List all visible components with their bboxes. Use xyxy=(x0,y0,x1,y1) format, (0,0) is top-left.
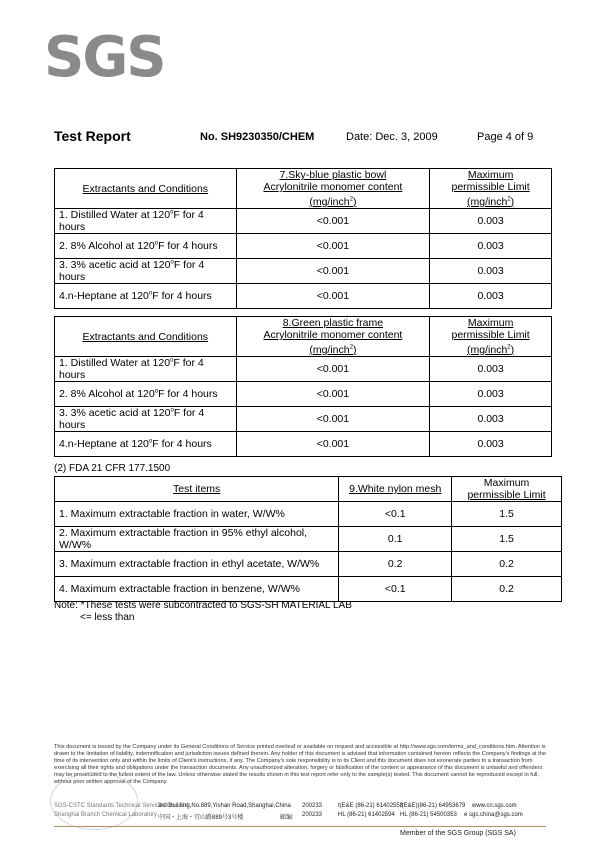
limit-label: permissible Limit xyxy=(451,329,530,342)
condition-text: 3. 3% acetic acid at 120 xyxy=(59,407,171,419)
condition-cell: 1. Distilled Water at 120$^o$F for 4 hours xyxy=(55,357,237,382)
result-cell: <0.1 xyxy=(339,577,452,602)
member-text: Member of the SGS Group (SGS SA) xyxy=(400,830,516,837)
result-cell: <0.001 xyxy=(236,407,430,432)
result-cell: <0.001 xyxy=(236,234,430,259)
column-header: 9.White nylon mesh xyxy=(339,477,452,502)
table-header-row xyxy=(55,477,562,502)
sample-name: 7.Sky-blue plastic bowl xyxy=(279,169,387,182)
report-header xyxy=(54,128,552,147)
table-row xyxy=(55,502,562,527)
table-header-row xyxy=(55,169,552,209)
results-table-2 xyxy=(54,316,552,457)
limit-label: permissible Limit xyxy=(467,489,546,501)
report-title: Test Report xyxy=(54,128,131,144)
limit-cell: 0.2 xyxy=(452,552,562,577)
condition-text: 4.n-Heptane at 120 xyxy=(59,290,149,302)
condition-text: 2. 8% Alcohol at 120 xyxy=(59,240,155,252)
table-row xyxy=(55,357,552,382)
limit-cell: 1.5 xyxy=(452,527,562,552)
analyte-label: Acrylonitrile monomer content xyxy=(263,181,403,194)
unit-label: (mg/inch xyxy=(309,195,350,208)
footer-contact xyxy=(54,803,550,827)
result-cell: <0.001 xyxy=(236,259,430,284)
condition-text: F for 4 hours xyxy=(152,438,212,450)
condition-text: F for 4 hours xyxy=(158,240,218,252)
result-cell: <0.001 xyxy=(236,382,430,407)
sample-name: 8.Green plastic frame xyxy=(282,317,384,330)
condition-text: F for 4 hours xyxy=(158,388,218,400)
lab-name: Shanghai Branch Chemical Laboratory xyxy=(54,812,158,818)
address: 3rd Building,No.889,Yishan Road,Shanghai,China xyxy=(158,803,291,809)
footer-rule xyxy=(54,826,546,827)
limit-label: permissible Limit xyxy=(451,181,530,194)
table-row xyxy=(55,234,552,259)
table-row xyxy=(55,432,552,457)
condition-text: F for 4 hours xyxy=(59,407,205,431)
condition-text: F for 4 hours xyxy=(59,357,204,381)
phone: t(E&E (86-21) 61402553 xyxy=(338,803,404,809)
table-row xyxy=(55,259,552,284)
condition-cell: 3. 3% acetic acid at 120$^o$F for 4 hours xyxy=(55,407,237,432)
limit-cell: 1.5 xyxy=(452,502,562,527)
limit-cell: 0.003 xyxy=(430,407,552,432)
disclaimer-text: This document is issued by the Company under its General Conditions of Service printed overleaf or available on request and accessible at http://www.sgs.com/terms_and_conditions.htm. Attention is drawn to the limitation of liability, indemnification and jurisdiction issues defined therein. Any holder of this document is advised that information contained hereon reflects the Company's findings at the time of its intervention only and within the limits of Client's instructions, if any. The Company's sole responsibility is to its Client and this document does not exonerate parties to a transaction from exercising all their rights and obligations under the transaction documents. Any unauthorized alteration, forgery or falsification of the content or appearance of this document is unlawful and offenders may be prosecuted to the fullest extent of the law. Unless otherwise stated the results shown in this test report refer only to the sample(s) tested. This document cannot be reproduced except in full, without prior written approval of the Company. xyxy=(54,744,546,785)
limit-label: Maximum xyxy=(467,317,514,330)
condition-text: 2. 8% Alcohol at 120 xyxy=(59,388,155,400)
test-item-cell: 1. Maximum extractable fraction in water, W/W% xyxy=(55,502,339,527)
results-table-1 xyxy=(54,168,552,309)
website: www.cn.sgs.com xyxy=(472,803,517,809)
unit-label: (mg/inch xyxy=(467,195,508,208)
table-header-row xyxy=(55,317,552,357)
test-item-cell: 4. Maximum extractable fraction in benzene, W/W% xyxy=(55,577,339,602)
column-header: Maximum permissible Limit (mg/inch$^2$) xyxy=(430,317,552,357)
table-row xyxy=(55,209,552,234)
address-cn: 中国・上海・宜山路889号3号楼 xyxy=(158,815,244,821)
company-seal xyxy=(50,772,138,830)
condition-cell: 4.n-Heptane at 120$^o$F for 4 hours xyxy=(55,284,237,309)
zip-code: 200233 xyxy=(302,812,323,818)
condition-text: 1. Distilled Water at 120 xyxy=(59,209,171,221)
test-item-cell: 2. Maximum extractable fraction in 95% ethyl alcohol, W/W% xyxy=(55,527,339,552)
condition-text: F for 4 hours xyxy=(59,209,204,233)
limit-cell: 0.003 xyxy=(430,209,552,234)
note-text: <= less than xyxy=(80,612,135,623)
limit-cell: 0.003 xyxy=(430,259,552,284)
sgs-logo xyxy=(44,25,165,90)
column-header: Extractants and Conditions xyxy=(55,169,237,209)
condition-text: 1. Distilled Water at 120 xyxy=(59,357,171,369)
condition-cell: 3. 3% acetic acid at 120$^o$F for 4 hours xyxy=(55,259,237,284)
column-header: Extractants and Conditions xyxy=(55,317,237,357)
limit-cell: 0.003 xyxy=(430,284,552,309)
logo-text: SGS xyxy=(44,25,165,90)
fax: f(E&E)(86-21) 64953679 xyxy=(400,803,466,809)
result-cell: 0.1 xyxy=(339,527,452,552)
results-table-3 xyxy=(54,476,562,602)
page-number: Page 4 of 9 xyxy=(477,131,534,143)
condition-cell: 1. Distilled Water at 120$^o$F for 4 hours xyxy=(55,209,237,234)
table-row xyxy=(55,577,562,602)
limit-label: Maximum xyxy=(483,477,530,489)
result-cell: <0.001 xyxy=(236,357,430,382)
fax: HL (86-21) 54500353 xyxy=(400,812,457,818)
report-date: Date: Dec. 3, 2009 xyxy=(346,131,438,143)
condition-text: F for 4 hours xyxy=(152,290,212,302)
column-header: 8.Green plastic frame Acrylonitrile monomer content (mg/inch$^2$) xyxy=(236,317,430,357)
result-cell: <0.001 xyxy=(236,209,430,234)
zip-label: 邮编: xyxy=(280,815,294,821)
report-number: No. SH9230350/CHEM xyxy=(200,131,315,143)
condition-cell: 4.n-Heptane at 120$^o$F for 4 hours xyxy=(55,432,237,457)
result-cell: 0.2 xyxy=(339,552,452,577)
table-row xyxy=(55,284,552,309)
limit-cell: 0.2 xyxy=(452,577,562,602)
condition-text: 4.n-Heptane at 120 xyxy=(59,438,149,450)
section-label: (2) FDA 21 CFR 177.1500 xyxy=(54,463,171,474)
column-header: 7.Sky-blue plastic bowl Acrylonitrile monomer content (mg/inch$^2$) xyxy=(236,169,430,209)
column-header: Test items xyxy=(55,477,339,502)
condition-cell: 2. 8% Alcohol at 120$^o$F for 4 hours xyxy=(55,234,237,259)
condition-text: F for 4 hours xyxy=(59,259,205,283)
result-cell: <0.1 xyxy=(339,502,452,527)
limit-cell: 0.003 xyxy=(430,357,552,382)
result-cell: <0.001 xyxy=(236,432,430,457)
company-name: SGS-CSTC Standards Technical Services Co., Ltd. xyxy=(54,803,190,809)
zip-code: 200233 xyxy=(302,803,323,809)
table-row xyxy=(55,407,552,432)
table-row xyxy=(55,382,552,407)
condition-text: 3. 3% acetic acid at 120 xyxy=(59,259,171,271)
test-item-cell: 3. Maximum extractable fraction in ethyl acetate, W/W% xyxy=(55,552,339,577)
column-header xyxy=(452,477,562,502)
unit-label: (mg/inch xyxy=(309,343,350,356)
note-text: Note: *These tests were subcontracted to SGS-SH MATERIAL LAB xyxy=(54,600,352,611)
condition-cell: 2. 8% Alcohol at 120$^o$F for 4 hours xyxy=(55,382,237,407)
analyte-label: Acrylonitrile monomer content xyxy=(263,329,403,342)
table-row xyxy=(55,552,562,577)
result-cell: <0.001 xyxy=(236,284,430,309)
limit-cell: 0.003 xyxy=(430,432,552,457)
limit-label: Maximum xyxy=(467,169,514,182)
phone: HL (86-21) 61402594 xyxy=(338,812,395,818)
email: e sgs.china@sgs.com xyxy=(464,812,523,818)
limit-cell: 0.003 xyxy=(430,234,552,259)
table-row xyxy=(55,527,562,552)
column-header: Maximum permissible Limit (mg/inch$^2$) xyxy=(430,169,552,209)
limit-cell: 0.003 xyxy=(430,382,552,407)
unit-label: (mg/inch xyxy=(467,343,508,356)
